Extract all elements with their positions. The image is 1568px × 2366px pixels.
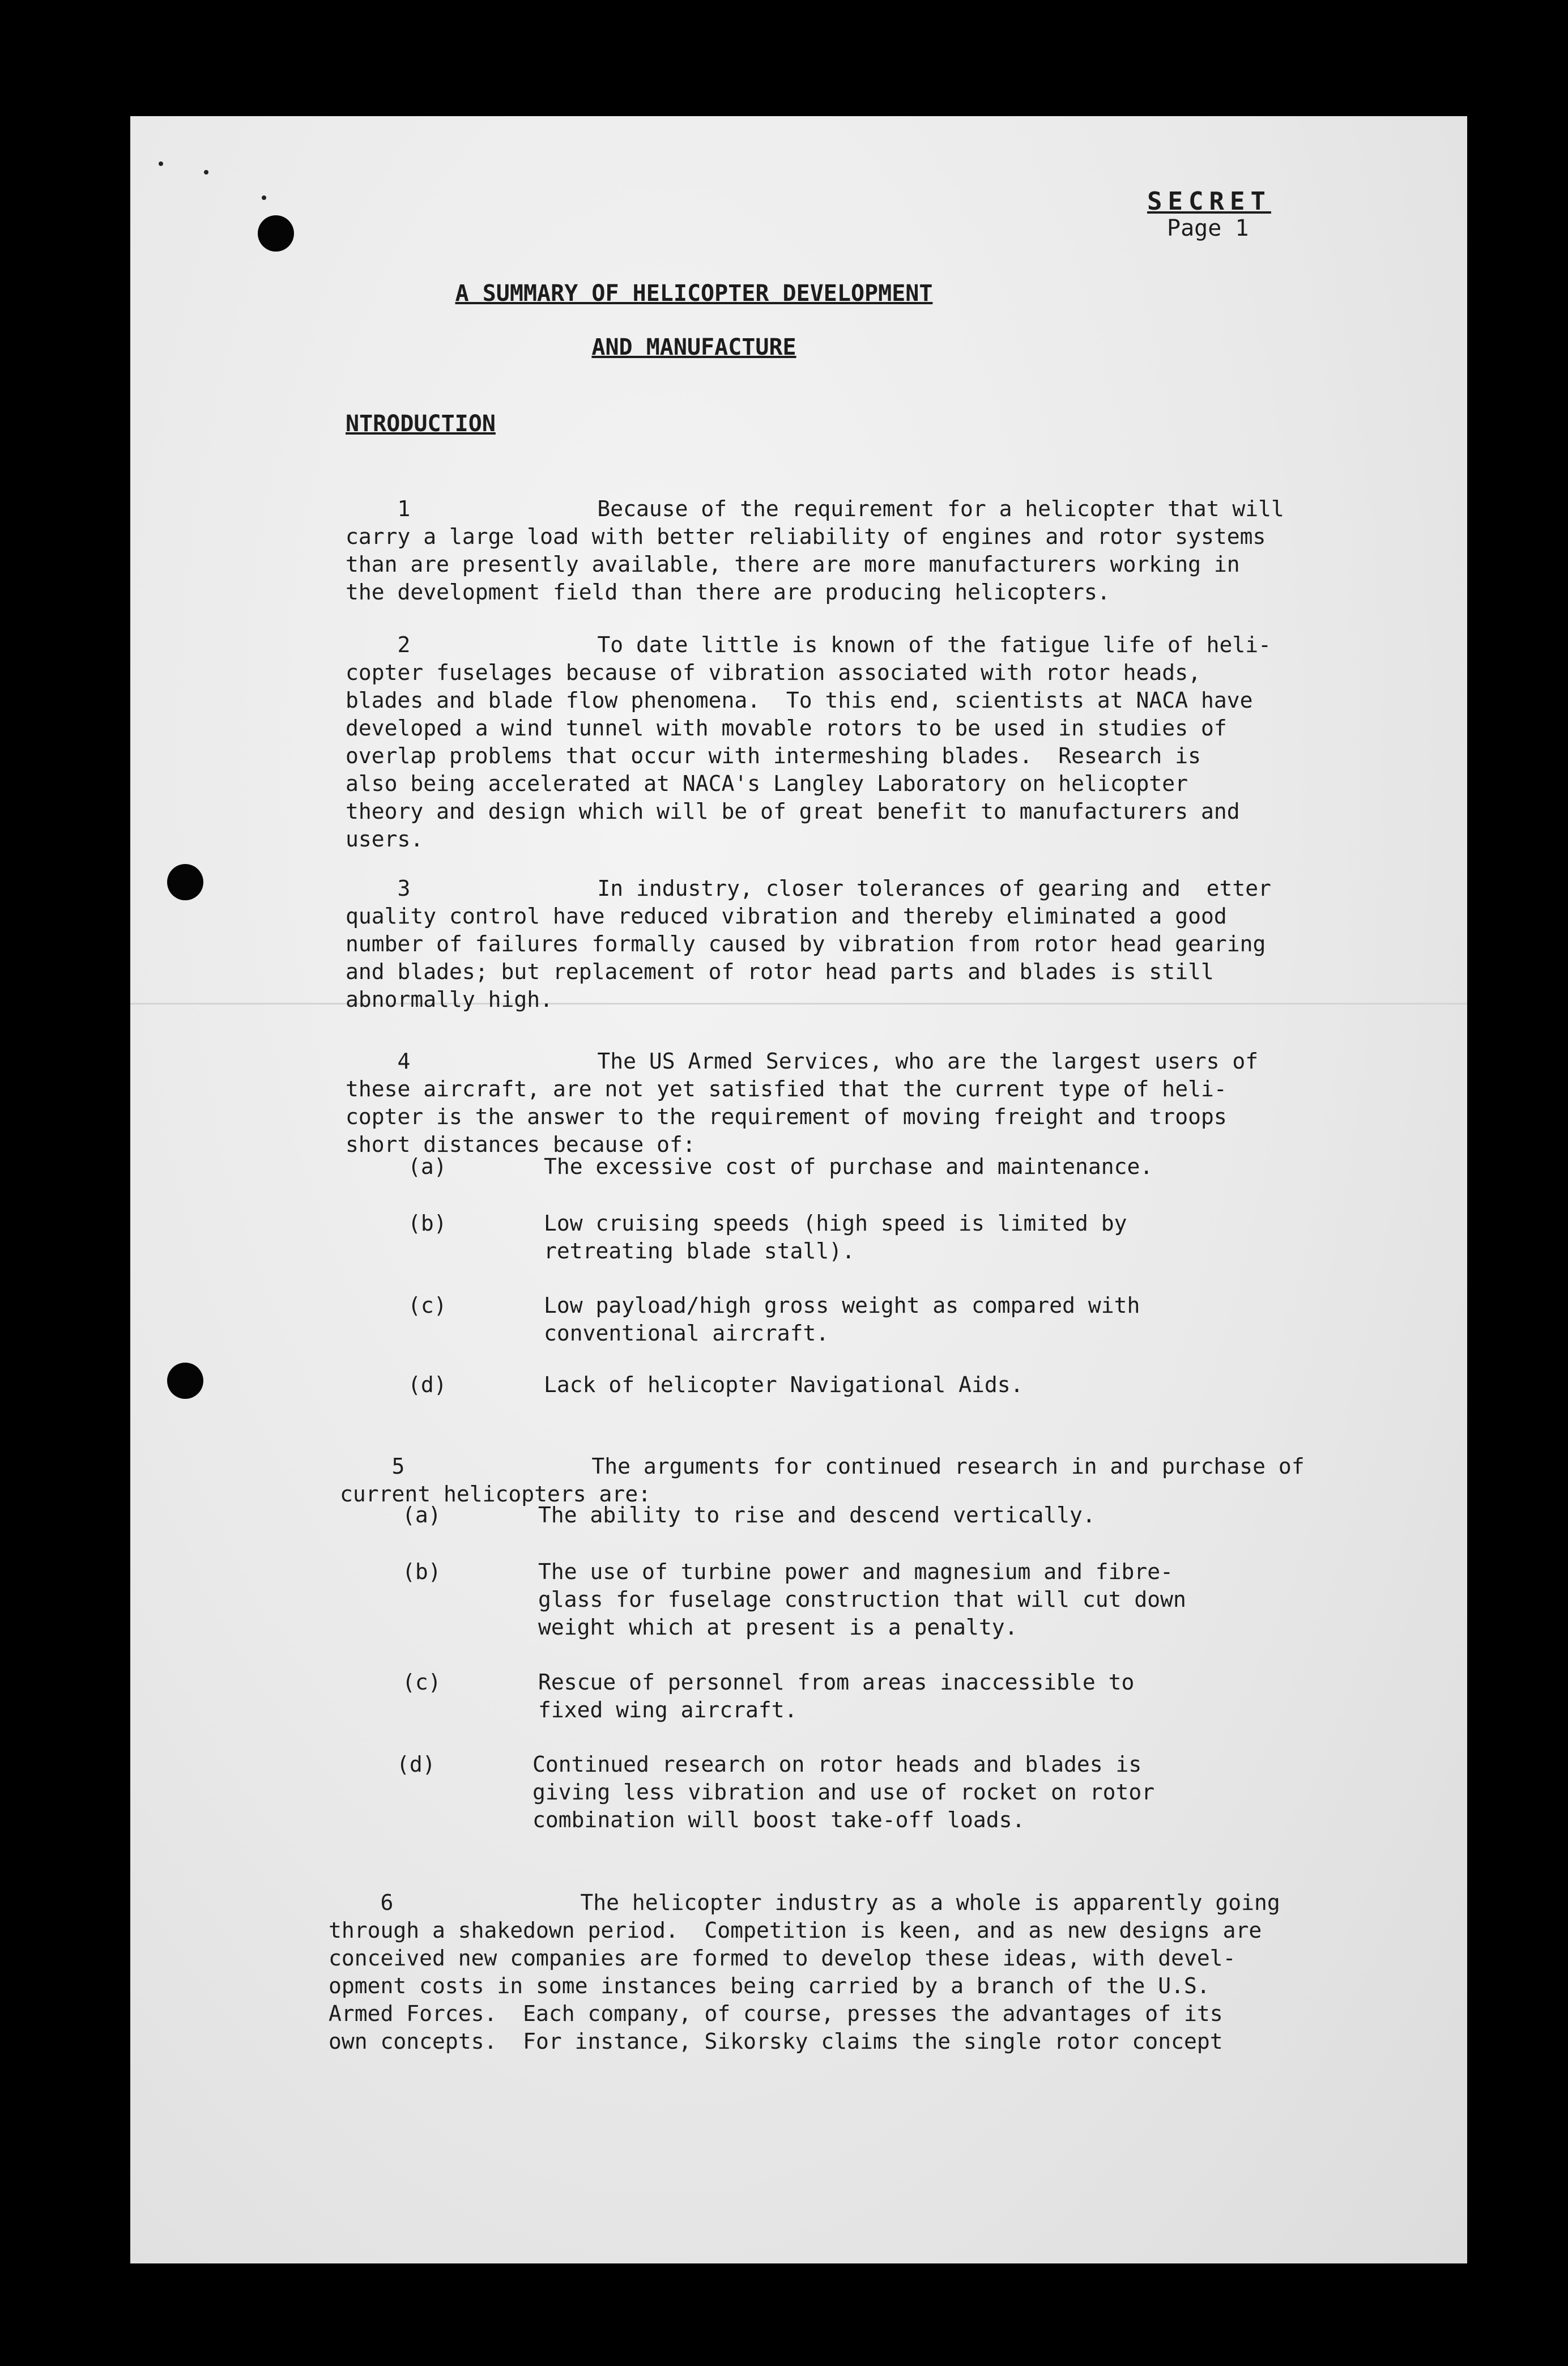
punch-hole xyxy=(167,864,203,900)
list-item-text: The use of turbine power and magnesium and fibre- glass for fuselage construction that will cut down weight which at present is a penalty. xyxy=(538,1559,1186,1640)
list-item-label: (c) xyxy=(408,1293,447,1318)
list-item-label: (d) xyxy=(408,1372,447,1397)
paragraph-text: The arguments for continued research in and purchase of current helicopters are: xyxy=(340,1454,1305,1507)
paragraph-2 xyxy=(346,603,1343,881)
classification-mark: SECRET xyxy=(1147,187,1271,216)
paragraph-number: 3 xyxy=(397,876,411,901)
document-page xyxy=(130,116,1467,2263)
paragraph-3 xyxy=(346,847,1343,1041)
list-item-text: Low payload/high gross weight as compared with conventional aircraft. xyxy=(544,1293,1140,1346)
ink-speck xyxy=(204,170,208,175)
punch-hole xyxy=(258,215,294,252)
paragraph-number: 1 xyxy=(397,496,411,521)
punch-hole xyxy=(167,1363,203,1399)
list-item-label: (d) xyxy=(397,1752,436,1777)
paragraph-6 xyxy=(329,1861,1354,2083)
paragraph-number: 2 xyxy=(397,632,411,657)
list-item-label: (c) xyxy=(402,1670,441,1695)
list-item-text: Continued research on rotor heads and blades is giving less vibration and use of rocket on rotor combination will boost take-off loads. xyxy=(532,1752,1155,1832)
paragraph-number: 6 xyxy=(380,1890,394,1915)
paragraph-text: The helicopter industry as a whole is apparently going through a shakedown period. Competition is keen, and as new designs are conceived new companies are formed to develop these ideas, with devel- opment costs in some instances being carried by a branch of the U.S. Armed Forces. Each company, of course, presses the advantages of its own concepts. For instance, Sikorsky claims the single rotor concept xyxy=(329,1890,1280,2054)
document-title-line1: A SUMMARY OF HELICOPTER DEVELOPMENT xyxy=(455,280,933,307)
list-item-text: Lack of helicopter Navigational Aids. xyxy=(544,1372,1024,1397)
list-item-label: (b) xyxy=(408,1211,447,1236)
paragraph-text: To date little is known of the fatigue life of heli- copter fuselages because of vibration associated with rotor heads, blades and blade flow phenomena. To this end, scientists at NACA have developed a wind tunnel with movable rotors to be used in studies of overlap problems that occur with intermeshing blades. Research is also being accelerated at NACA's Langley Laboratory on helicopter theory and design which will be of great benefit to manufacturers and users. xyxy=(346,632,1272,852)
document-title-line2: AND MANUFACTURE xyxy=(591,334,796,360)
ink-speck xyxy=(159,161,163,166)
paragraph-number: 5 xyxy=(391,1454,405,1479)
ink-speck xyxy=(262,195,266,200)
list-item-label: (a) xyxy=(402,1503,441,1527)
list-item-text: The ability to rise and descend vertically. xyxy=(538,1503,1096,1527)
list-item-text: Low cruising speeds (high speed is limited by retreating blade stall). xyxy=(544,1211,1127,1263)
paragraph-text: The US Armed Services, who are the largest users of these aircraft, are not yet satisfied that the current type of heli- copter is the answer to the requirement of moving freight and troops short distances because of: xyxy=(346,1049,1259,1157)
list-item-text: The excessive cost of purchase and maintenance. xyxy=(544,1154,1153,1179)
list-item-label: (a) xyxy=(408,1154,447,1179)
section-heading: NTRODUCTION xyxy=(346,411,496,437)
paragraph-text: In industry, closer tolerances of gearing and etter quality control have reduced vibration and thereby eliminated a good number of failures formally caused by vibration from rotor head gearing and blades; but replacement of rotor head parts and blades is still abnormally high. xyxy=(346,876,1272,1012)
list-item-label: (b) xyxy=(402,1559,441,1584)
paragraph-number: 4 xyxy=(397,1049,411,1074)
list-item-text: Rescue of personnel from areas inaccessible to fixed wing aircraft. xyxy=(538,1670,1135,1722)
paragraph-text: Because of the requirement for a helicopter that will carry a large load with better reliability of engines and rotor systems than are presently available, there are more manufacturers working in the development field than there are producing helicopters. xyxy=(346,496,1284,605)
page-number: Page 1 xyxy=(1167,215,1249,241)
